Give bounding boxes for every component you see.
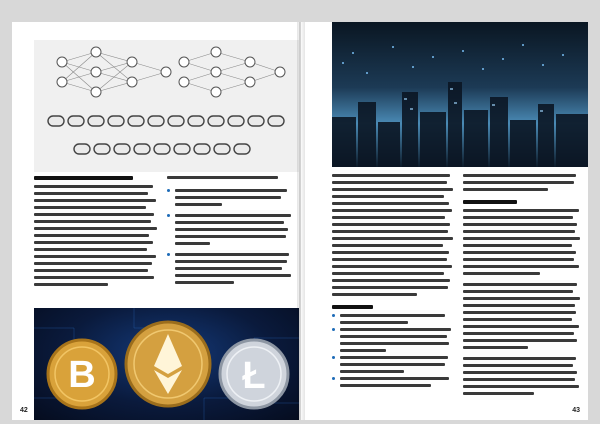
- list-item: [332, 328, 454, 356]
- section-heading: [34, 176, 133, 180]
- cryptocurrency-coins-illustration: [34, 308, 299, 420]
- list-item: [167, 253, 293, 288]
- bullet-icon: [332, 328, 335, 331]
- litecoin-icon: [220, 340, 288, 408]
- bullet-icon: [167, 253, 170, 256]
- network-nodes-icon: [34, 40, 299, 172]
- bullet-icon: [332, 377, 335, 380]
- list-heading: [332, 305, 373, 309]
- list-item: [167, 214, 293, 249]
- bullet-icon: [332, 314, 335, 317]
- right-column-text: [167, 176, 293, 288]
- bitcoin-icon: [48, 340, 116, 408]
- right-page: [301, 22, 588, 420]
- page-number: 43: [572, 407, 580, 414]
- digital-city-photo: [332, 22, 588, 167]
- left-page: [12, 22, 299, 420]
- left-column-text: [332, 174, 454, 391]
- book-gutter: [297, 22, 305, 420]
- page-number: 42: [20, 407, 28, 414]
- list-item: [332, 356, 454, 377]
- bullet-icon: [332, 356, 335, 359]
- list-item: [332, 314, 454, 328]
- right-column-text: [463, 174, 581, 399]
- svg-text:Ł: Ł: [242, 355, 266, 397]
- section-heading: [463, 200, 517, 204]
- bullet-icon: [167, 189, 170, 192]
- bullet-icon: [167, 214, 170, 217]
- blockchain-network-illustration: [34, 40, 299, 172]
- list-item: [167, 189, 293, 210]
- svg-text:B: B: [68, 354, 96, 396]
- ethereum-icon: [126, 322, 210, 406]
- left-column-text: [34, 176, 158, 290]
- list-item: [332, 377, 454, 391]
